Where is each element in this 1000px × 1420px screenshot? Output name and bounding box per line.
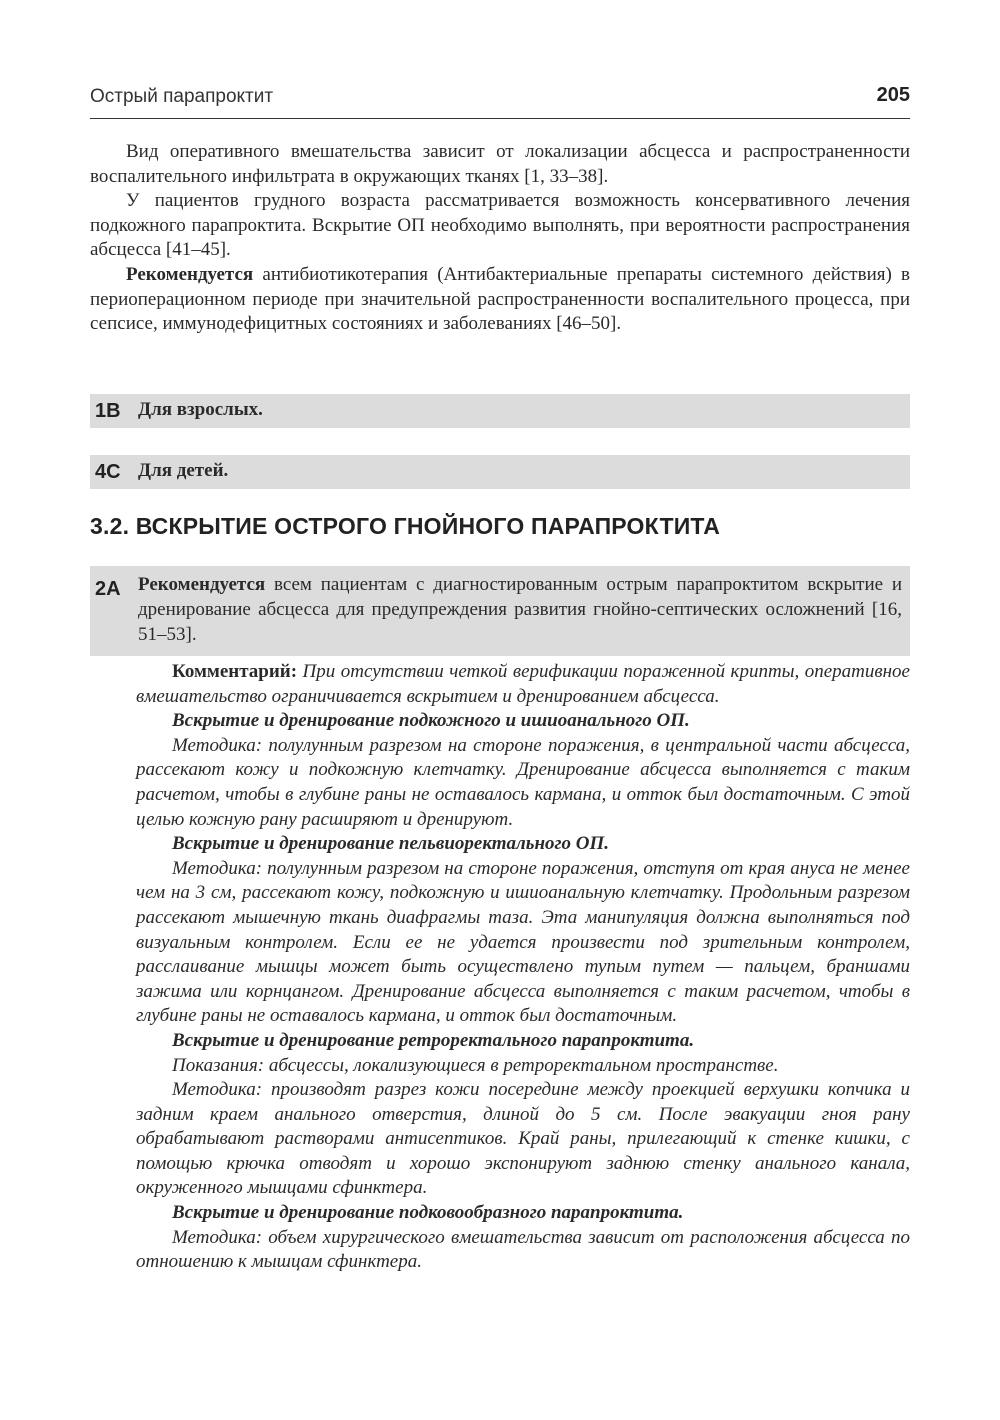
subheading: Вскрытие и дренирование подкожного и ишиоанального ОП. bbox=[172, 710, 690, 732]
method-text: Методика: полулунным разрезом на стороне поражения, в центральной части абсцесса, рассекают кожу и подкожную клетчатку. Дренирование абсцесса выполняется с таким расчетом, чтобы в глубине раны не оставалось кармана, и отток был достаточным. С этой целью кожную рану расширяют и дренируют. bbox=[136, 734, 910, 830]
grade-text: Для детей. bbox=[138, 460, 229, 481]
evidence-grade-children bbox=[90, 455, 910, 489]
grade-level: 4С bbox=[95, 461, 121, 483]
comment-block bbox=[136, 660, 910, 1275]
method-text: Методика: производят разрез кожи посередине между проекцией верхушки копчика и задним краем анального отверстия, длиной до 5 см. После эвакуации гноя рану обрабатывают растворами антисептиков. Край раны, прилегающий к стенке кишки, с помощью крючка отводят и хорошо экспонируют заднюю стенку анального канала, окруженного мышцами сфинктера. bbox=[136, 1079, 910, 1199]
method-text: Методика: объем хирургического вмешательства зависит от расположения абсцесса по отношению к мышцам сфинктера. bbox=[136, 1226, 910, 1273]
running-head bbox=[90, 84, 910, 119]
grade-level: 1В bbox=[95, 400, 121, 422]
recommend-lead: Рекомендуется bbox=[126, 263, 254, 285]
recommend-text: антибиотикотерапия (Антибактериальные препараты системного действия) в периоперационном периоде при значительной распространенности воспалительного процесса, при сепсисе, иммунодефицитных состояниях и заболеваниях [46–50]. bbox=[90, 263, 910, 335]
method-text: Методика: полулунным разрезом на стороне поражения, отступя от края ануса не менее чем на 3 см, рассекают кожу, подкожную и ишиоанальную клетчатку. Продольным разрезом рассекают мышечную ткань диафрагмы таза. Эта манипуляция должна выполняться под визуальным контролем. Если ее не удается произвести под зрительным контролем, расслаивание мышцы может быть осуществлено тупым путем — пальцем, браншами зажима или корнцангом. Дренирование абсцесса выполняется с таким расчетом, чтобы в глубине раны не оставалось кармана, и отток был достаточным. bbox=[136, 857, 910, 1027]
subheading: Вскрытие и дренирование пельвиоректального ОП. bbox=[172, 833, 609, 855]
subheading: Вскрытие и дренирование подковообразного парапроктита. bbox=[172, 1202, 684, 1224]
recommendation-level: 2А bbox=[95, 578, 121, 600]
comment-label: Комментарий: bbox=[172, 661, 298, 682]
indications-text: Показания: абсцессы, локализующиеся в ретроректальном пространстве. bbox=[172, 1054, 779, 1076]
intro-text bbox=[90, 140, 910, 337]
paragraph: Вид оперативного вмешательства зависит от локализации абсцесса и распространенности воспалительного инфильтрата в окружающих тканях [1, 33–38]. bbox=[90, 141, 910, 187]
recommend-lead: Рекомендуется bbox=[138, 574, 266, 595]
paragraph: У пациентов грудного возраста рассматривается возможность консервативного лечения подкожного парапроктита. Вскрытие ОП необходимо выполнять, при вероятности распространения абсцесса [41–45]. bbox=[90, 190, 910, 261]
recommendation-text bbox=[138, 572, 902, 647]
comment-intro bbox=[136, 660, 910, 709]
evidence-grade-adults bbox=[90, 394, 910, 428]
section-title: 3.2. ВСКРЫТИЕ ОСТРОГО ГНОЙНОГО ПАРАПРОКТИТА bbox=[90, 513, 721, 539]
page-number: 205 bbox=[876, 84, 910, 106]
comment-intro-text: При отсутствии четкой верификации пораженной крипты, оперативное вмешательство ограничивается вскрытием и дренированием абсцесса. bbox=[136, 661, 910, 707]
running-head-title: Острый парапроктит bbox=[90, 86, 274, 107]
recommendation-box bbox=[90, 566, 910, 656]
subheading: Вскрытие и дренирование ретроректального парапроктита. bbox=[172, 1029, 695, 1051]
grade-text: Для взрослых. bbox=[138, 399, 263, 420]
paragraph bbox=[90, 263, 910, 337]
recommend-body: всем пациентам с диагностированным острым парапроктитом вскрытие и дренирование абсцесса для предупреждения развития гнойно-септических осложнений [16, 51–53]. bbox=[138, 574, 902, 645]
